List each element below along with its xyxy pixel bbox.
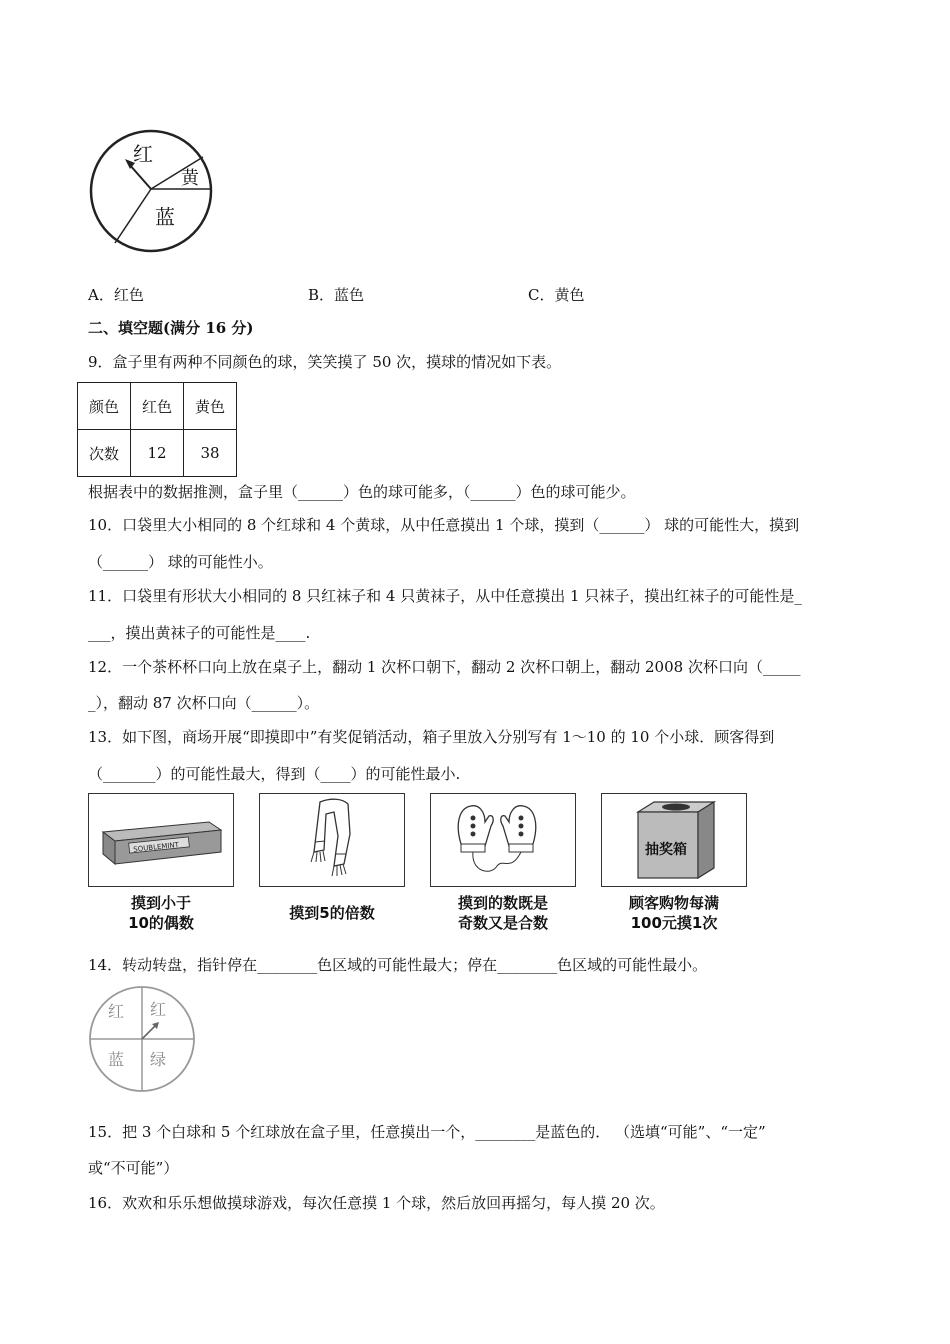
quad-label-br: 绿 <box>150 1050 167 1069</box>
question-9: 9．盒子里有两种不同颜色的球，笑笑摸了 50 次，摸球的情况如下表。 <box>88 353 562 371</box>
prize-caption <box>259 903 405 923</box>
gum-pack-icon <box>89 794 232 885</box>
table-cell: 次数 <box>78 430 131 477</box>
option-b <box>308 284 364 305</box>
table-cell: 38 <box>184 430 237 477</box>
prize-caption <box>430 893 576 933</box>
question-15-line2: 或“不可能”） <box>88 1159 179 1177</box>
scarf-icon <box>260 794 403 885</box>
option-text: 蓝色 <box>334 286 365 304</box>
table-cell: 红色 <box>131 383 184 430</box>
option-a <box>88 284 144 305</box>
lottery-box-icon <box>602 794 745 885</box>
question-10-line1: 10．口袋里大小相同的 8 个红球和 4 个黄球，从中任意摸出 1 个球，摸到（______） 球的可能性大，摸到 <box>88 516 800 534</box>
spinner-label-yellow: 黄 <box>181 168 199 189</box>
gum-brand-label: SOUBLEMINT <box>132 840 180 854</box>
prize-lottery-box <box>601 793 747 887</box>
quad-label-tr: 红 <box>150 1000 167 1019</box>
question-10-line2: （______） 球的可能性小。 <box>88 553 273 571</box>
quad-label-tl: 红 <box>108 1002 125 1021</box>
prize-scarf-box <box>259 793 405 887</box>
caption-line: 顾客购物每满 <box>628 894 719 912</box>
q9-table <box>77 382 237 477</box>
caption-line: 摸到的数既是 <box>457 894 548 912</box>
caption-line: 摸到5的倍数 <box>289 904 375 922</box>
caption-line: 摸到小于 <box>130 894 191 912</box>
caption-line: 奇数又是合数 <box>457 914 548 932</box>
question-9-follow: 根据表中的数据推测，盒子里（______）色的球可能多，（______）色的球可能少。 <box>88 483 636 501</box>
option-letter: A． <box>88 286 114 304</box>
caption-line: 10的偶数 <box>128 914 194 932</box>
table-cell: 12 <box>131 430 184 477</box>
spinner-label-red: 红 <box>133 142 153 166</box>
option-letter: C． <box>528 286 555 304</box>
prize-caption <box>88 893 234 933</box>
prize-caption <box>601 893 747 933</box>
table-row <box>78 430 237 477</box>
spinner-figure <box>85 128 220 256</box>
option-c <box>528 284 585 305</box>
mittens-icon <box>431 794 574 885</box>
spinner-label-blue: 蓝 <box>155 205 175 229</box>
prize-mittens-box <box>430 793 576 887</box>
table-cell: 黄色 <box>184 383 237 430</box>
question-13-line1: 13．如下图，商场开展“即摸即中”有奖促销活动，箱子里放入分别写有 1～10 的 10 个小球．顾客得到 <box>88 728 775 746</box>
table-row <box>78 383 237 430</box>
question-13-line2: （_______）的可能性最大，得到（____）的可能性最小. <box>88 765 461 783</box>
question-14: 14．转动转盘，指针停在________色区域的可能性最大；停在________色区域的可能性最小。 <box>88 956 708 974</box>
option-letter: B． <box>308 286 335 304</box>
question-15-line1: 15．把 3 个白球和 5 个红球放在盒子里，任意摸出一个，________是蓝色的． （选填“可能”、“一定” <box>88 1123 766 1141</box>
caption-line: 100元摸1次 <box>630 914 718 932</box>
option-text: 红色 <box>113 286 144 304</box>
question-12-line2: _），翻动 87 次杯口向（______）。 <box>88 694 320 712</box>
quad-spinner-figure <box>86 983 198 1095</box>
question-11-line2: ___，摸出黄袜子的可能性是____. <box>88 624 311 642</box>
question-16: 16．欢欢和乐乐想做摸球游戏，每次任意摸 1 个球，然后放回再摇匀，每人摸 20 次。 <box>88 1194 665 1212</box>
lottery-box-label: 抽奖箱 <box>645 842 687 858</box>
table-cell: 颜色 <box>78 383 131 430</box>
prize-gum-box <box>88 793 234 887</box>
quad-label-bl: 蓝 <box>108 1050 125 1069</box>
option-text: 黄色 <box>554 286 585 304</box>
section-title: 二、填空题(满分 16 分) <box>88 319 254 337</box>
question-12-line1: 12．一个茶杯杯口向上放在桌子上，翻动 1 次杯口朝下，翻动 2 次杯口朝上，翻动 2008 次杯口向（_____ <box>88 658 801 676</box>
question-11-line1: 11．口袋里有形状大小相同的 8 只红袜子和 4 只黄袜子，从中任意摸出 1 只袜子，摸出红袜子的可能性是_ <box>88 587 802 605</box>
